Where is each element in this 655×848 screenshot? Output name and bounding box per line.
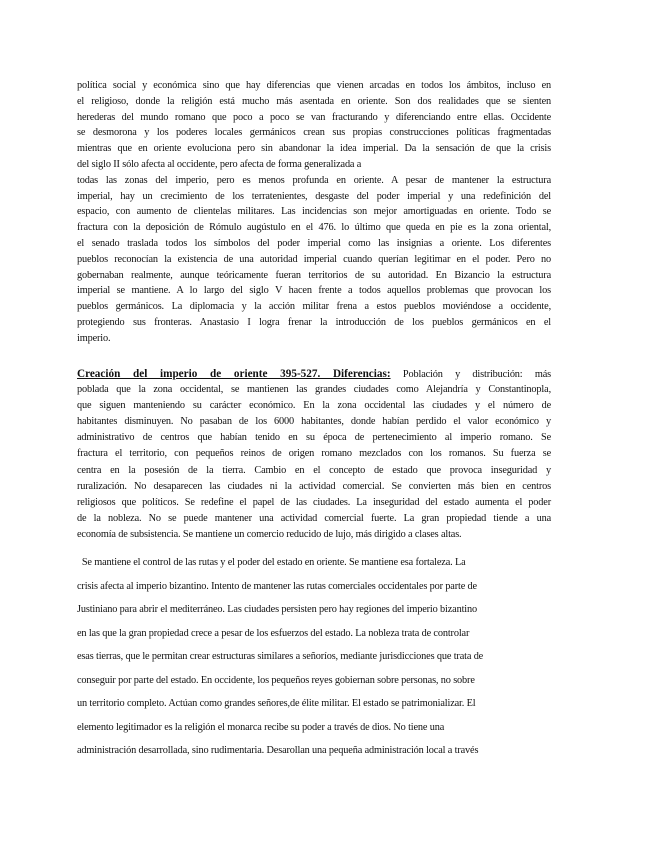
text-line: religiosos que políticos. Se redefine el papel de las ciudades. La inseguridad del estado aumenta el poder: [77, 496, 551, 508]
text-line: todas las zonas del imperio, pero es menos profunda en oriente. A pesar de mantener la estructura: [77, 174, 551, 186]
paragraph-control-rutas: [77, 551, 551, 763]
text-line: fractura con la deposición de Rómulo augústulo en el 476. lo último que queda en pie es la zona oriental,: [77, 222, 551, 234]
text-line: esas tierras, que le permitan crear estructuras similares a señoríos, mediante jurisdicciones que trata de: [77, 651, 484, 662]
text-line: elemento legitimador es la religión el monarca recibe su poder a través de dios. No tiene una: [77, 721, 445, 733]
text-line: ruralización. No desaparecen las ciudades ni la actividad comercial. Se convierten más bien en centros: [77, 480, 551, 492]
text-line: herederas del mundo romano que poco a poco se van fracturando y diferenciando entre ellas. Occidente: [77, 111, 551, 123]
section-first-line: [77, 366, 551, 382]
text-line: economía de subsistencia. Se mantiene un comercio reducido de lujo, más dirigido a clases altas.: [77, 528, 462, 540]
text-line: fractura el territorio, con pequeños reinos de origen romano mezclados con los romanos. Su fuerza se: [77, 448, 551, 460]
text-line: espacio, con aumento de clientelas militares. Las incidencias son mejor amortiguadas en oriente. Todo se: [77, 206, 551, 218]
text-line: de la nobleza. No se puede mantener una actividad comercial fuerte. La gran propiedad tiende a una: [77, 512, 551, 524]
text-line: el religioso, donde la religión está mucho más asentada en oriente. Son dos realidades que se sienten: [77, 95, 551, 107]
text-line: gobernaban realmente, aunque teóricamente fueran territorios de su autoridad. En Bizancio la estructura: [77, 269, 551, 281]
text-line: Se mantiene el control de las rutas y el poder del estado en oriente. Se mantiene esa fortaleza. La: [77, 557, 466, 568]
text-line: pueblos reconocían la existencia de una autoridad imperial cuando querían legitimar en el poder. Pero no: [77, 253, 551, 265]
text-line: se desmorona y los poderes locales germánicos crean sus propias construcciones políticas fragmentadas: [77, 127, 551, 139]
text-line: mientras que en oriente evoluciona pero sin abandonar la idea imperial. Da la sensación de que la crisis: [77, 143, 551, 155]
text-line: protegiendo sus fronteras. Anastasio I logra frenar la introducción de los pueblos germánicos en el: [77, 316, 551, 328]
text-line: centra en la posesión de la tierra. Cambio en el concepto de estado que provoca inseguridad y: [77, 464, 551, 476]
text-line: Justiniano para abrir el mediterráneo. Las ciudades persisten pero hay regiones del imperio bizantino: [77, 604, 478, 615]
text-line: habitantes disminuyen. No pasaban de los 6000 habitantes, donde habían perdido el valor económico y: [77, 416, 551, 428]
section-heading: Creación del imperio de oriente 395-527. Diferencias:: [77, 368, 391, 380]
text-line: en las que la gran propiedad crece a pesar de los esfuerzos del estado. La nobleza trata de controlar: [77, 627, 470, 639]
text-line: conseguir por parte del estado. En occidente, los pequeños reyes gobiernan sobre personas, no sobre: [77, 674, 475, 686]
text-line: el senado traslada todos los símbolos del poder imperial como las insignias a oriente. Los diferentes: [77, 237, 551, 249]
text-line: imperial se mantiene. A lo largo del siglo V hacen frente a todos aquellos problemas que provocan los: [77, 285, 551, 297]
text-line: administrativo de centros que habían tenido en su época de pertenecimiento al imperio romano. Se: [77, 432, 551, 444]
text-line: del siglo II sólo afecta al occidente, pero afecta de forma generalizada a: [77, 158, 362, 170]
text-line: crisis afecta al imperio bizantino. Intento de mantener las rutas comerciales occidentales por parte de: [77, 580, 477, 592]
text-line: política social y económica sino que hay diferencias que vienen arcadas en todos los ámbitos, incluso en: [77, 80, 551, 91]
text-line: administración desarrollada, sino rudimentaria. Desarollan una pequeña administración local a través: [77, 745, 479, 756]
text-line: imperial, hay un crecimiento de los terratenientes, desgaste del poder imperial y una redefinición del: [77, 190, 551, 202]
text-line: pueblos germánicos. La diplomacia y la acción militar frena a estos pueblos moviéndose a occidente,: [77, 301, 551, 313]
text-line: imperio.: [77, 332, 111, 344]
text-line: que siguen manteniendo su carácter económico. En la zona occidental las ciudades y el número de: [77, 400, 551, 412]
text-line: poblada que la zona occidental, se mantienen las grandes ciudades como Alejandría y Constantinopla,: [77, 384, 551, 396]
heading-continuation: Población y distribución: más: [390, 369, 551, 380]
paragraph-crisis: [77, 78, 551, 347]
text-line: un territorio completo. Actúan como grandes señores,de élite militar. El estado se patrimonializar. El: [77, 698, 476, 709]
section-creacion-imperio: [77, 366, 551, 543]
